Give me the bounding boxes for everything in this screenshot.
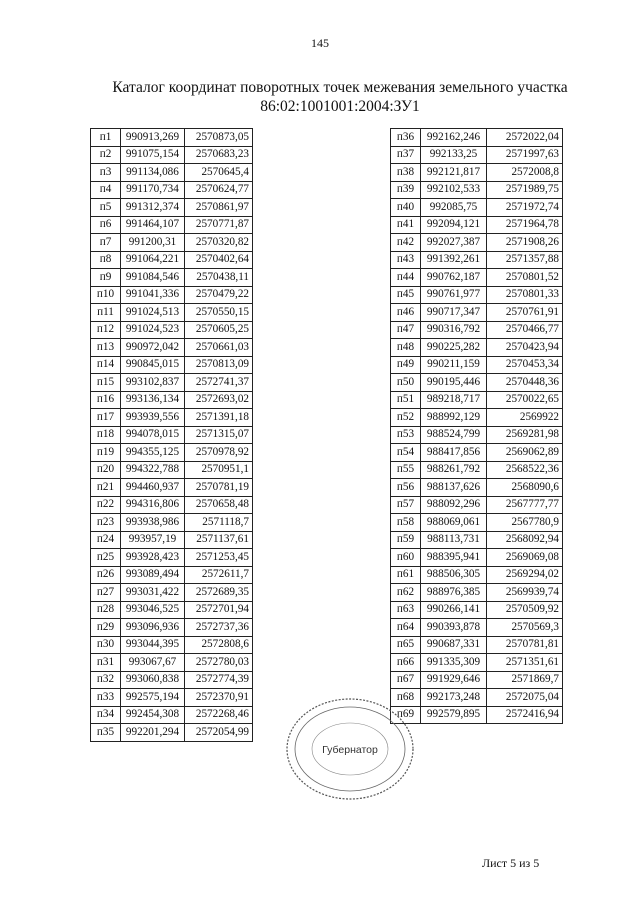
- x-coordinate-cell: 992454,308: [121, 706, 185, 724]
- point-id-cell: п60: [391, 549, 421, 567]
- y-coordinate-cell: 2572780,03: [185, 654, 253, 672]
- x-coordinate-cell: 993046,525: [121, 601, 185, 619]
- x-coordinate-cell: 993089,494: [121, 566, 185, 584]
- y-coordinate-cell: 2570801,52: [487, 269, 563, 287]
- y-coordinate-cell: 2571997,63: [487, 146, 563, 164]
- point-id-cell: п26: [91, 566, 121, 584]
- table-row: [391, 531, 563, 549]
- point-id-cell: п11: [91, 304, 121, 322]
- table-row: [391, 164, 563, 182]
- y-coordinate-cell: 2570479,22: [185, 286, 253, 304]
- point-id-cell: п58: [391, 514, 421, 532]
- point-id-cell: п37: [391, 146, 421, 164]
- stamp-seal-icon: [283, 695, 417, 803]
- y-coordinate-cell: 2571253,45: [185, 549, 253, 567]
- x-coordinate-cell: 991024,513: [121, 304, 185, 322]
- x-coordinate-cell: 988261,792: [421, 461, 487, 479]
- point-id-cell: п61: [391, 566, 421, 584]
- x-coordinate-cell: 992102,533: [421, 181, 487, 199]
- point-id-cell: п13: [91, 339, 121, 357]
- table-row: [91, 129, 253, 147]
- table-row: [91, 216, 253, 234]
- table-row: [391, 216, 563, 234]
- table-row: [91, 444, 253, 462]
- x-coordinate-cell: 992085,75: [421, 199, 487, 217]
- x-coordinate-cell: 993044,395: [121, 636, 185, 654]
- point-id-cell: п43: [391, 251, 421, 269]
- y-coordinate-cell: 2570605,25: [185, 321, 253, 339]
- point-id-cell: п6: [91, 216, 121, 234]
- point-id-cell: п21: [91, 479, 121, 497]
- x-coordinate-cell: 988506,305: [421, 566, 487, 584]
- y-coordinate-cell: 2568522,36: [487, 461, 563, 479]
- table-row: [391, 479, 563, 497]
- x-coordinate-cell: 991024,523: [121, 321, 185, 339]
- x-coordinate-cell: 992121,817: [421, 164, 487, 182]
- y-coordinate-cell: 2572689,35: [185, 584, 253, 602]
- x-coordinate-cell: 993957,19: [121, 531, 185, 549]
- x-coordinate-cell: 991335,309: [421, 654, 487, 672]
- point-id-cell: п14: [91, 356, 121, 374]
- point-id-cell: п5: [91, 199, 121, 217]
- table-row: [91, 531, 253, 549]
- x-coordinate-cell: 991392,261: [421, 251, 487, 269]
- x-coordinate-cell: 994078,015: [121, 426, 185, 444]
- x-coordinate-cell: 991041,336: [121, 286, 185, 304]
- table-row: [91, 654, 253, 672]
- governor-stamp: [283, 695, 417, 803]
- x-coordinate-cell: 992201,294: [121, 724, 185, 742]
- y-coordinate-cell: 2572774,39: [185, 671, 253, 689]
- table-row: [91, 234, 253, 252]
- table-row: [391, 601, 563, 619]
- point-id-cell: п46: [391, 304, 421, 322]
- table-row: [391, 671, 563, 689]
- y-coordinate-cell: 2570550,15: [185, 304, 253, 322]
- point-id-cell: п8: [91, 251, 121, 269]
- point-id-cell: п66: [391, 654, 421, 672]
- point-id-cell: п69: [391, 706, 421, 724]
- table-row: [391, 356, 563, 374]
- title-line-1: Каталог координат поворотных точек межевания земельного участка: [112, 79, 568, 96]
- x-coordinate-cell: 991134,086: [121, 164, 185, 182]
- point-id-cell: п2: [91, 146, 121, 164]
- y-coordinate-cell: 2569062,89: [487, 444, 563, 462]
- y-coordinate-cell: 2571908,26: [487, 234, 563, 252]
- point-id-cell: п67: [391, 671, 421, 689]
- y-coordinate-cell: 2570771,87: [185, 216, 253, 234]
- table-row: [91, 339, 253, 357]
- x-coordinate-cell: 991200,31: [121, 234, 185, 252]
- x-coordinate-cell: 994316,806: [121, 496, 185, 514]
- y-coordinate-cell: 2569922: [487, 409, 563, 427]
- point-id-cell: п25: [91, 549, 121, 567]
- point-id-cell: п10: [91, 286, 121, 304]
- point-id-cell: п20: [91, 461, 121, 479]
- document-title: [60, 78, 620, 116]
- coordinates-table-left: [90, 128, 253, 742]
- point-id-cell: п53: [391, 426, 421, 444]
- y-coordinate-cell: 2570569,3: [487, 619, 563, 637]
- x-coordinate-cell: 990225,282: [421, 339, 487, 357]
- table-row: [391, 374, 563, 392]
- table-row: [91, 251, 253, 269]
- x-coordinate-cell: 991929,646: [421, 671, 487, 689]
- table-row: [91, 181, 253, 199]
- point-id-cell: п28: [91, 601, 121, 619]
- table-row: [391, 444, 563, 462]
- y-coordinate-cell: 2570402,64: [185, 251, 253, 269]
- y-coordinate-cell: 2572075,04: [487, 689, 563, 707]
- stamp-label: Губернатор: [322, 744, 378, 756]
- table-row: [91, 706, 253, 724]
- table-row: [91, 689, 253, 707]
- table-row: [91, 374, 253, 392]
- table-row: [91, 286, 253, 304]
- y-coordinate-cell: 2570453,34: [487, 356, 563, 374]
- point-id-cell: п38: [391, 164, 421, 182]
- x-coordinate-cell: 993938,986: [121, 514, 185, 532]
- y-coordinate-cell: 2571964,78: [487, 216, 563, 234]
- point-id-cell: п24: [91, 531, 121, 549]
- x-coordinate-cell: 988113,731: [421, 531, 487, 549]
- point-id-cell: п23: [91, 514, 121, 532]
- x-coordinate-cell: 992173,248: [421, 689, 487, 707]
- point-id-cell: п15: [91, 374, 121, 392]
- table-row: [391, 461, 563, 479]
- table-row: [91, 461, 253, 479]
- table-row: [391, 269, 563, 287]
- y-coordinate-cell: 2570645,4: [185, 164, 253, 182]
- table-row: [91, 601, 253, 619]
- x-coordinate-cell: 991075,154: [121, 146, 185, 164]
- table-row: [391, 129, 563, 147]
- point-id-cell: п39: [391, 181, 421, 199]
- y-coordinate-cell: 2570466,77: [487, 321, 563, 339]
- point-id-cell: п16: [91, 391, 121, 409]
- title-line-2: 86:02:1001001:2004:ЗУ1: [260, 98, 420, 115]
- table-row: [91, 496, 253, 514]
- table-row: [391, 251, 563, 269]
- table-row: [391, 584, 563, 602]
- point-id-cell: п47: [391, 321, 421, 339]
- y-coordinate-cell: 2572370,91: [185, 689, 253, 707]
- y-coordinate-cell: 2569069,08: [487, 549, 563, 567]
- x-coordinate-cell: 988524,799: [421, 426, 487, 444]
- y-coordinate-cell: 2567777,77: [487, 496, 563, 514]
- point-id-cell: п30: [91, 636, 121, 654]
- y-coordinate-cell: 2567780,9: [487, 514, 563, 532]
- table-row: [391, 146, 563, 164]
- point-id-cell: п55: [391, 461, 421, 479]
- table-row: [91, 671, 253, 689]
- x-coordinate-cell: 993031,422: [121, 584, 185, 602]
- y-coordinate-cell: 2572022,04: [487, 129, 563, 147]
- y-coordinate-cell: 2570801,33: [487, 286, 563, 304]
- table-row: [91, 269, 253, 287]
- y-coordinate-cell: 2572008,8: [487, 164, 563, 182]
- point-id-cell: п12: [91, 321, 121, 339]
- point-id-cell: п62: [391, 584, 421, 602]
- x-coordinate-cell: 993102,837: [121, 374, 185, 392]
- y-coordinate-cell: 2570683,23: [185, 146, 253, 164]
- x-coordinate-cell: 993096,936: [121, 619, 185, 637]
- table-row: [91, 549, 253, 567]
- x-coordinate-cell: 991064,221: [121, 251, 185, 269]
- point-id-cell: п56: [391, 479, 421, 497]
- table-row: [391, 654, 563, 672]
- x-coordinate-cell: 992575,194: [121, 689, 185, 707]
- table-row: [391, 286, 563, 304]
- table-row: [391, 199, 563, 217]
- table-row: [391, 304, 563, 322]
- table-row: [391, 391, 563, 409]
- table-row: [391, 514, 563, 532]
- x-coordinate-cell: 988395,941: [421, 549, 487, 567]
- y-coordinate-cell: 2572693,02: [185, 391, 253, 409]
- y-coordinate-cell: 2571357,88: [487, 251, 563, 269]
- table-row: [91, 636, 253, 654]
- x-coordinate-cell: 993928,423: [121, 549, 185, 567]
- x-coordinate-cell: 990687,331: [421, 636, 487, 654]
- point-id-cell: п68: [391, 689, 421, 707]
- x-coordinate-cell: 992094,121: [421, 216, 487, 234]
- table-row: [91, 514, 253, 532]
- y-coordinate-cell: 2572808,6: [185, 636, 253, 654]
- x-coordinate-cell: 993067,67: [121, 654, 185, 672]
- x-coordinate-cell: 992027,387: [421, 234, 487, 252]
- point-id-cell: п36: [391, 129, 421, 147]
- point-id-cell: п22: [91, 496, 121, 514]
- table-row: [391, 426, 563, 444]
- x-coordinate-cell: 994322,788: [121, 461, 185, 479]
- y-coordinate-cell: 2572737,36: [185, 619, 253, 637]
- x-coordinate-cell: 994460,937: [121, 479, 185, 497]
- point-id-cell: п9: [91, 269, 121, 287]
- table-row: [91, 146, 253, 164]
- x-coordinate-cell: 988417,856: [421, 444, 487, 462]
- sheet-number: Лист 5 из 5: [482, 856, 540, 870]
- table-row: [391, 339, 563, 357]
- y-coordinate-cell: 2568090,6: [487, 479, 563, 497]
- x-coordinate-cell: 994355,125: [121, 444, 185, 462]
- point-id-cell: п45: [391, 286, 421, 304]
- point-id-cell: п1: [91, 129, 121, 147]
- y-coordinate-cell: 2571391,18: [185, 409, 253, 427]
- point-id-cell: п64: [391, 619, 421, 637]
- table-row: [391, 619, 563, 637]
- x-coordinate-cell: 990266,141: [421, 601, 487, 619]
- point-id-cell: п57: [391, 496, 421, 514]
- y-coordinate-cell: 2570022,65: [487, 391, 563, 409]
- point-id-cell: п65: [391, 636, 421, 654]
- x-coordinate-cell: 992579,895: [421, 706, 487, 724]
- y-coordinate-cell: 2572054,99: [185, 724, 253, 742]
- table-row: [391, 566, 563, 584]
- table-row: [391, 321, 563, 339]
- table-row: [91, 426, 253, 444]
- y-coordinate-cell: 2570438,11: [185, 269, 253, 287]
- y-coordinate-cell: 2571315,07: [185, 426, 253, 444]
- y-coordinate-cell: 2570978,92: [185, 444, 253, 462]
- point-id-cell: п32: [91, 671, 121, 689]
- point-id-cell: п59: [391, 531, 421, 549]
- table-row: [91, 164, 253, 182]
- point-id-cell: п51: [391, 391, 421, 409]
- point-id-cell: п52: [391, 409, 421, 427]
- x-coordinate-cell: 991084,546: [121, 269, 185, 287]
- x-coordinate-cell: 990195,446: [421, 374, 487, 392]
- y-coordinate-cell: 2570951,1: [185, 461, 253, 479]
- table-row: [91, 391, 253, 409]
- x-coordinate-cell: 990762,187: [421, 269, 487, 287]
- y-coordinate-cell: 2570813,09: [185, 356, 253, 374]
- y-coordinate-cell: 2572416,94: [487, 706, 563, 724]
- point-id-cell: п18: [91, 426, 121, 444]
- x-coordinate-cell: 990316,792: [421, 321, 487, 339]
- y-coordinate-cell: 2570873,05: [185, 129, 253, 147]
- x-coordinate-cell: 990913,269: [121, 129, 185, 147]
- y-coordinate-cell: 2569939,74: [487, 584, 563, 602]
- x-coordinate-cell: 991464,107: [121, 216, 185, 234]
- table-row: [391, 181, 563, 199]
- table-row: [91, 356, 253, 374]
- table-row: [391, 409, 563, 427]
- x-coordinate-cell: 988992,129: [421, 409, 487, 427]
- y-coordinate-cell: 2572611,7: [185, 566, 253, 584]
- point-id-cell: п50: [391, 374, 421, 392]
- coordinates-table-right: [390, 128, 563, 724]
- y-coordinate-cell: 2570781,19: [185, 479, 253, 497]
- x-coordinate-cell: 988069,061: [421, 514, 487, 532]
- point-id-cell: п33: [91, 689, 121, 707]
- y-coordinate-cell: 2571137,61: [185, 531, 253, 549]
- y-coordinate-cell: 2570658,48: [185, 496, 253, 514]
- x-coordinate-cell: 988092,296: [421, 496, 487, 514]
- point-id-cell: п49: [391, 356, 421, 374]
- table-row: [91, 479, 253, 497]
- point-id-cell: п4: [91, 181, 121, 199]
- table-row: [91, 724, 253, 742]
- y-coordinate-cell: 2570781,81: [487, 636, 563, 654]
- table-row: [391, 549, 563, 567]
- y-coordinate-cell: 2570761,91: [487, 304, 563, 322]
- y-coordinate-cell: 2570448,36: [487, 374, 563, 392]
- y-coordinate-cell: 2570423,94: [487, 339, 563, 357]
- table-row: [391, 636, 563, 654]
- x-coordinate-cell: 990717,347: [421, 304, 487, 322]
- y-coordinate-cell: 2568092,94: [487, 531, 563, 549]
- table-row: [91, 584, 253, 602]
- point-id-cell: п42: [391, 234, 421, 252]
- point-id-cell: п7: [91, 234, 121, 252]
- y-coordinate-cell: 2569294,02: [487, 566, 563, 584]
- y-coordinate-cell: 2570624,77: [185, 181, 253, 199]
- y-coordinate-cell: 2571972,74: [487, 199, 563, 217]
- table-row: [91, 409, 253, 427]
- x-coordinate-cell: 988976,385: [421, 584, 487, 602]
- table-row: [91, 566, 253, 584]
- y-coordinate-cell: 2570661,03: [185, 339, 253, 357]
- y-coordinate-cell: 2570320,82: [185, 234, 253, 252]
- point-id-cell: п34: [91, 706, 121, 724]
- x-coordinate-cell: 990761,977: [421, 286, 487, 304]
- y-coordinate-cell: 2572268,46: [185, 706, 253, 724]
- x-coordinate-cell: 991170,734: [121, 181, 185, 199]
- x-coordinate-cell: 993939,556: [121, 409, 185, 427]
- x-coordinate-cell: 991312,374: [121, 199, 185, 217]
- y-coordinate-cell: 2572741,37: [185, 374, 253, 392]
- x-coordinate-cell: 993136,134: [121, 391, 185, 409]
- page-number: 145: [311, 36, 329, 50]
- y-coordinate-cell: 2571869,7: [487, 671, 563, 689]
- x-coordinate-cell: 989218,717: [421, 391, 487, 409]
- y-coordinate-cell: 2569281,98: [487, 426, 563, 444]
- point-id-cell: п35: [91, 724, 121, 742]
- table-row: [91, 304, 253, 322]
- point-id-cell: п48: [391, 339, 421, 357]
- point-id-cell: п29: [91, 619, 121, 637]
- x-coordinate-cell: 990845,015: [121, 356, 185, 374]
- table-row: [391, 496, 563, 514]
- point-id-cell: п27: [91, 584, 121, 602]
- table-row: [91, 199, 253, 217]
- x-coordinate-cell: 992162,246: [421, 129, 487, 147]
- point-id-cell: п54: [391, 444, 421, 462]
- y-coordinate-cell: 2571989,75: [487, 181, 563, 199]
- x-coordinate-cell: 990393,878: [421, 619, 487, 637]
- y-coordinate-cell: 2570861,97: [185, 199, 253, 217]
- table-row: [391, 234, 563, 252]
- point-id-cell: п63: [391, 601, 421, 619]
- point-id-cell: п17: [91, 409, 121, 427]
- x-coordinate-cell: 993060,838: [121, 671, 185, 689]
- table-row: [91, 619, 253, 637]
- point-id-cell: п40: [391, 199, 421, 217]
- point-id-cell: п44: [391, 269, 421, 287]
- x-coordinate-cell: 988137,626: [421, 479, 487, 497]
- point-id-cell: п19: [91, 444, 121, 462]
- y-coordinate-cell: 2571118,7: [185, 514, 253, 532]
- y-coordinate-cell: 2570509,92: [487, 601, 563, 619]
- x-coordinate-cell: 990211,159: [421, 356, 487, 374]
- point-id-cell: п41: [391, 216, 421, 234]
- table-row: [91, 321, 253, 339]
- y-coordinate-cell: 2572701,94: [185, 601, 253, 619]
- x-coordinate-cell: 990972,042: [121, 339, 185, 357]
- point-id-cell: п31: [91, 654, 121, 672]
- y-coordinate-cell: 2571351,61: [487, 654, 563, 672]
- point-id-cell: п3: [91, 164, 121, 182]
- x-coordinate-cell: 992133,25: [421, 146, 487, 164]
